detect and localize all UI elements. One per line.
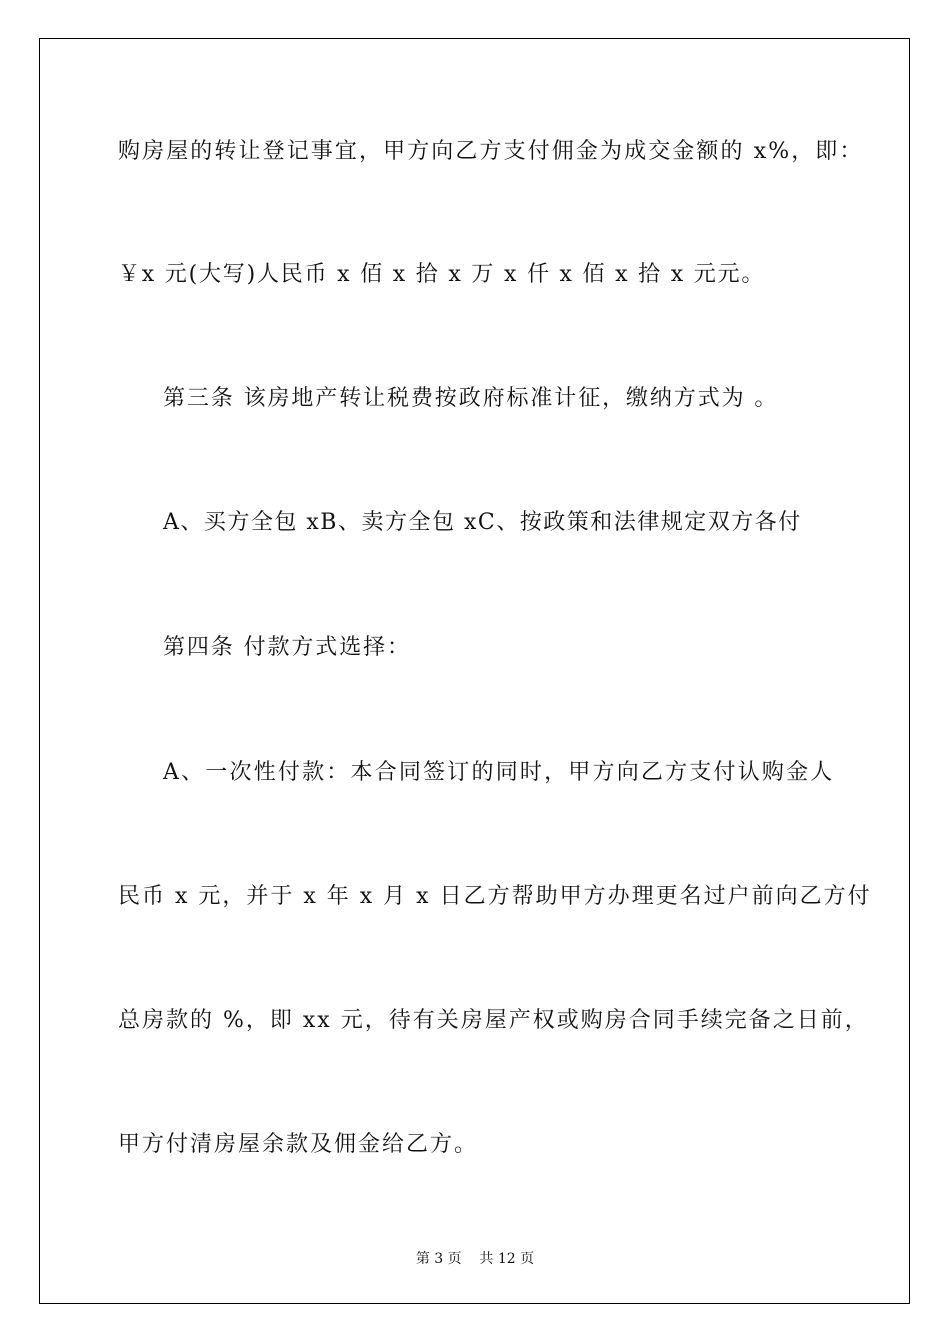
article-three-heading: 第三条 该房地产转让税费按政府标准计征，缴纳方式为 。: [163, 386, 779, 411]
article-four-heading: 第四条 付款方式选择：: [163, 635, 411, 660]
body-paragraph-line: 甲方付清房屋余款及佣金给乙方。: [118, 1132, 479, 1157]
page-number-footer: 第 3 页 共 12 页: [415, 1251, 535, 1267]
body-paragraph-line: 总房款的 %，即 xx 元，待有关房屋产权或购房合同手续完备之日前，: [118, 1008, 869, 1033]
body-paragraph-line: 民币 x 元，并于 x 年 x 月 x 日乙方帮助甲方办理更名过户前向乙方付: [118, 884, 872, 909]
page-border: [39, 38, 910, 1304]
tax-options-line: A、买方全包 xB、卖方全包 xC、按政策和法律规定双方各付: [163, 510, 802, 535]
payment-option-a-line: A、一次性付款：本合同签订的同时，甲方向乙方支付认购金人: [163, 760, 835, 785]
body-paragraph-line: 购房屋的转让登记事宜，甲方向乙方支付佣金为成交金额的 x%，即：: [118, 139, 864, 164]
body-paragraph-line: ￥x 元(大写)人民币 x 佰 x 拾 x 万 x 仟 x 佰 x 拾 x 元元。: [118, 262, 766, 287]
